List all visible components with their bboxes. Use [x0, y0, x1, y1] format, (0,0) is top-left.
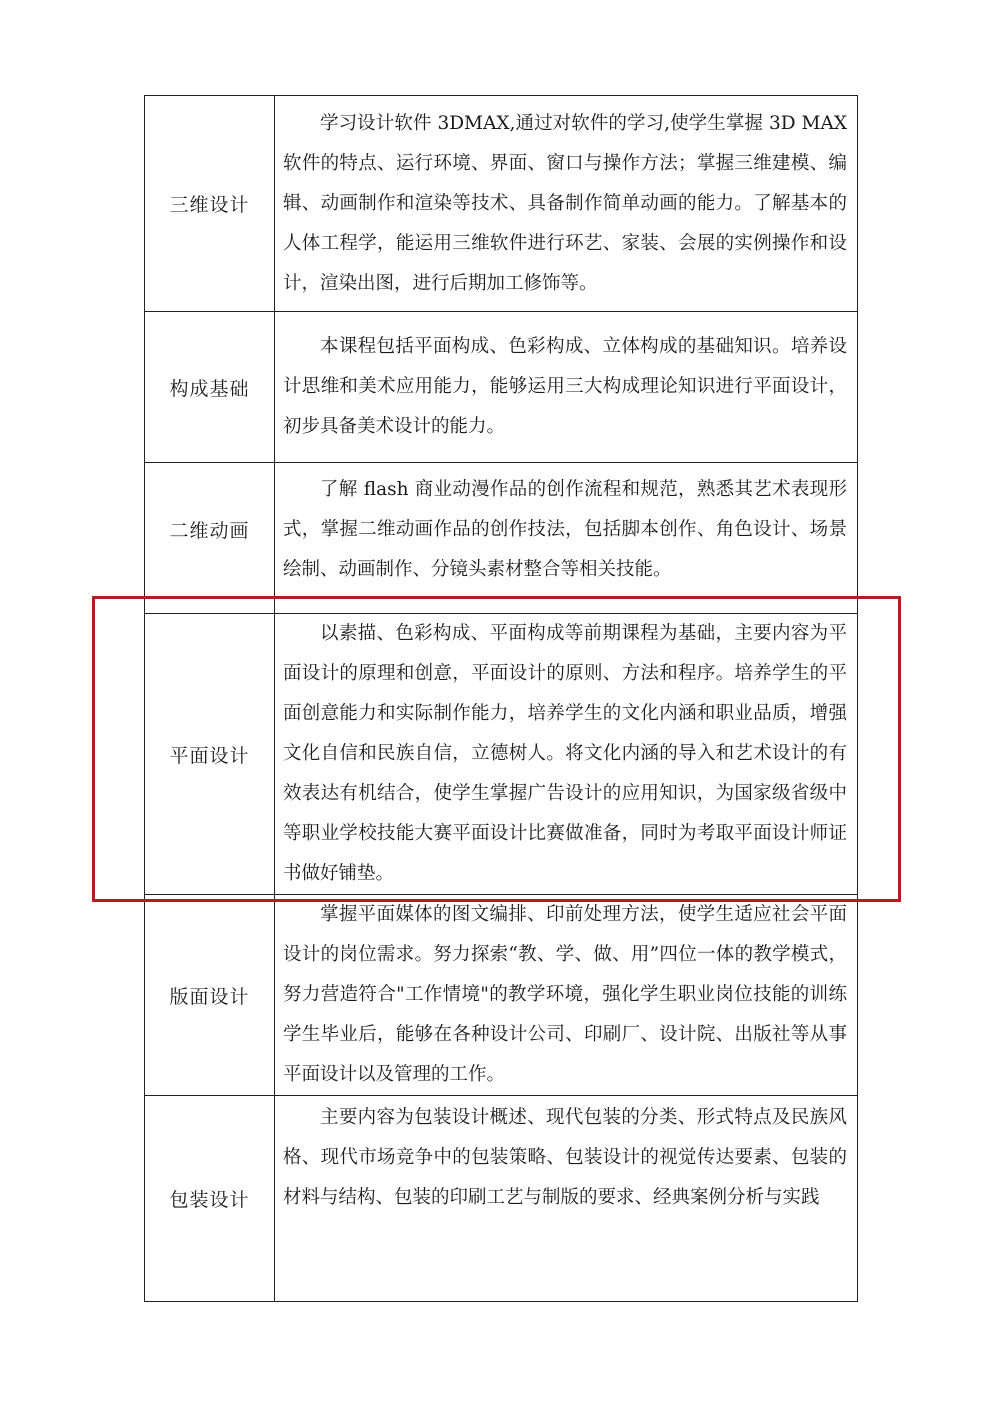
course-description-cell: [275, 463, 858, 597]
course-table: [144, 95, 858, 1302]
table-row: [145, 895, 858, 1096]
course-name-cell: [145, 1096, 275, 1302]
course-description: 学习设计软件 3DMAX,通过对软件的学习,使学生掌握 3D MAX 软件的特点、运行环境、界面、窗口与操作方法；掌握三维建模、编辑、动画制作和渲染等技术、具备制作简单动画的能力。了解基本的人体工程学，能运用三维软件进行环艺、家装、会展的实例操作和设计，渲染出图，进行后期加工修饰等。: [283, 112, 847, 294]
course-name-cell: [145, 463, 275, 597]
course-description-cell: [275, 96, 858, 312]
course-name: 三维设计: [169, 194, 250, 216]
course-description: 掌握平面媒体的图文编排、印前处理方法，使学生适应社会平面设计的岗位需求。努力探索“教、学、做、用”四位一体的教学模式，努力营造符合"工作情境"的教学环境，强化学生职业岗位技能的训练学生毕业后，能够在各种设计公司、印刷厂、设计院、出版社等从事平面设计以及管理的工作。: [283, 904, 847, 1085]
table-row-highlighted: [145, 614, 858, 895]
course-description-cell: [275, 895, 858, 1096]
course-description-cell: [275, 614, 858, 895]
course-name-cell: [145, 312, 275, 463]
course-description: 主要内容为包装设计概述、现代包装的分类、形式特点及民族风格、现代市场竞争中的包装策略、包装设计的视觉传达要素、包装的材料与结构、包装的印刷工艺与制版的要求、经典案例分析与实践: [283, 1107, 847, 1208]
course-description: 以素描、色彩构成、平面构成等前期课程为基础，主要内容为平面设计的原理和创意，平面设计的原则、方法和程序。培养学生的平面创意能力和实际制作能力，培养学生的文化内涵和职业品质，增强文化自信和民族自信，立德树人。将文化内涵的导入和艺术设计的有效表达有机结合，使学生掌握广告设计的应用知识，为国家级省级中等职业学校技能大赛平面设计比赛做准备，同时为考取平面设计师证书做好铺垫。: [283, 623, 847, 884]
course-description: 本课程包括平面构成、色彩构成、立体构成的基础知识。培养设计思维和美术应用能力，能够运用三大构成理论知识进行平面设计，初步具备美术设计的能力。: [283, 336, 847, 437]
course-description: 了解 flash 商业动漫作品的创作流程和规范，熟悉其艺术表现形式，掌握二维动画作品的创作技法，包括脚本创作、角色设计、场景绘制、动画制作、分镜头素材整合等相关技能。: [283, 478, 847, 580]
course-name: 二维动画: [169, 520, 250, 542]
course-name-cell: [145, 895, 275, 1096]
table-spacer-row: [145, 597, 858, 614]
table-row: [145, 96, 858, 312]
course-name: 包装设计: [169, 1189, 250, 1211]
course-name: 构成基础: [169, 377, 250, 400]
course-name-cell: [145, 614, 275, 895]
course-description-cell: [275, 312, 858, 463]
spacer-cell: [145, 597, 275, 614]
course-description-cell: [275, 1096, 858, 1302]
course-name-cell: [145, 96, 275, 312]
course-name: 版面设计: [169, 985, 250, 1008]
spacer-cell: [275, 597, 858, 614]
table-row: [145, 463, 858, 597]
table-row: [145, 1096, 858, 1302]
table-row: [145, 312, 858, 463]
course-name: 平面设计: [169, 744, 250, 767]
